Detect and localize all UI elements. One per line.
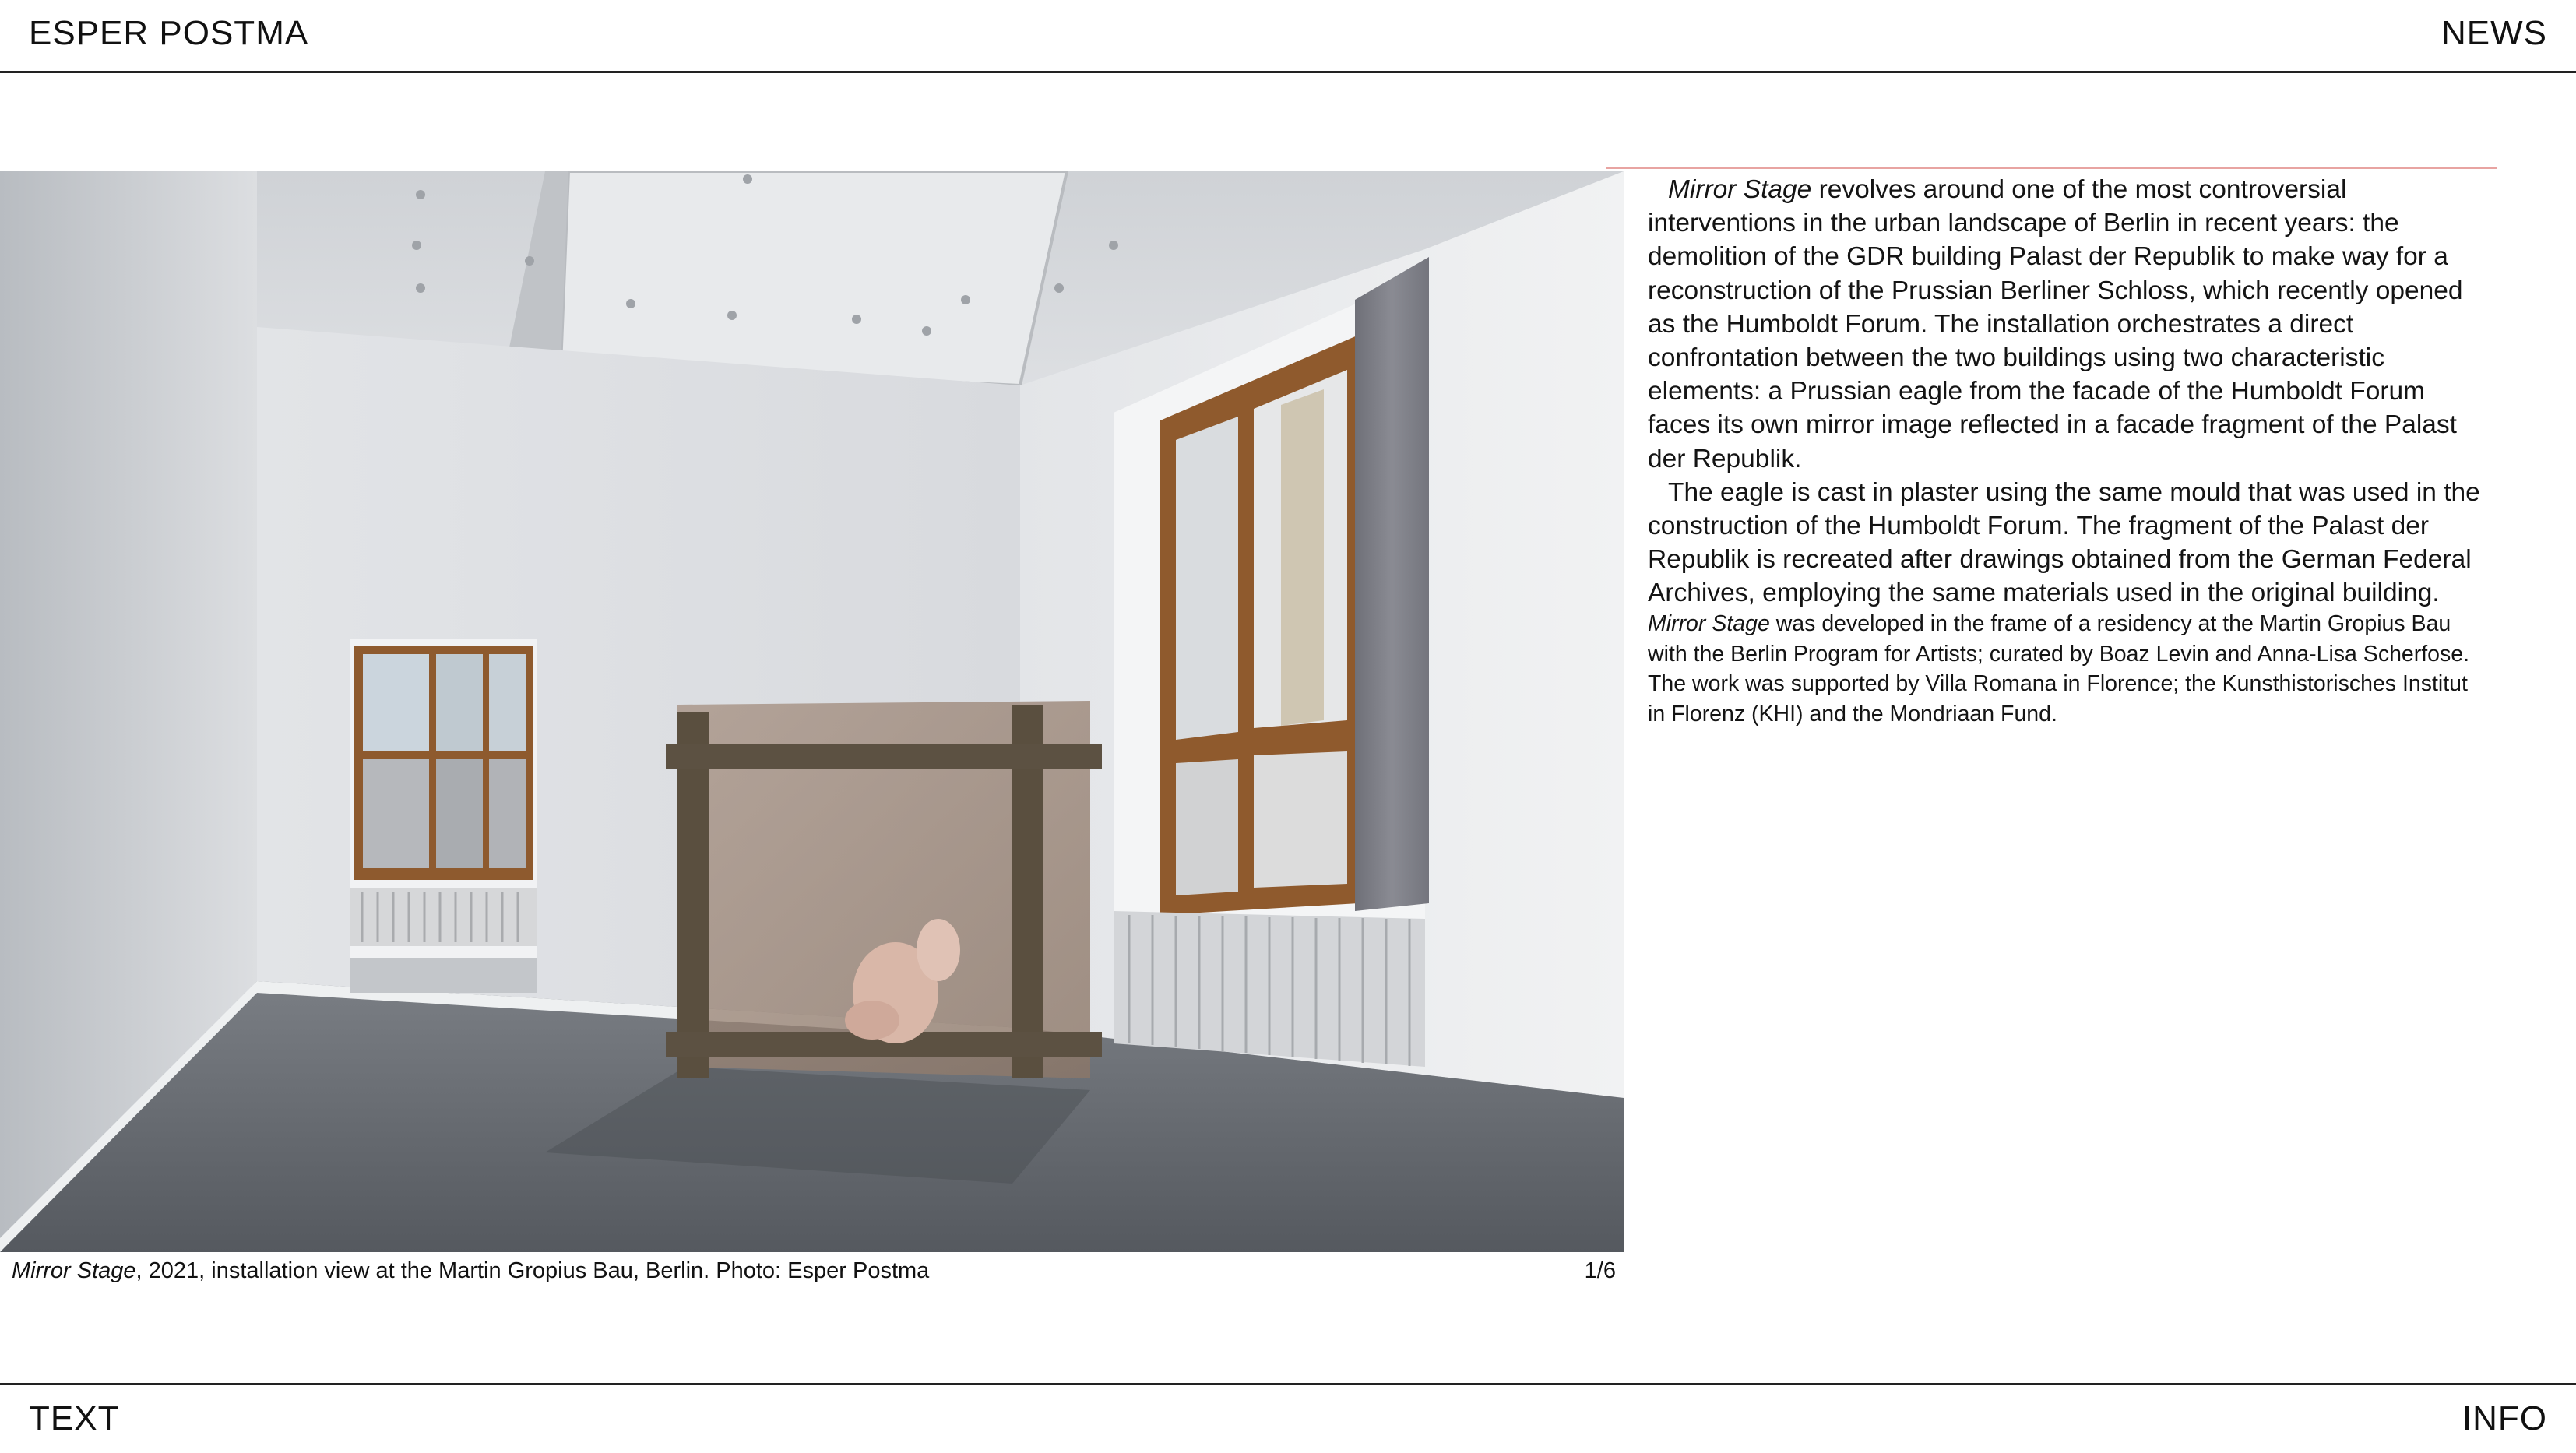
photo-illustration xyxy=(0,171,1624,1252)
nav-text-link[interactable]: TEXT xyxy=(29,1399,120,1437)
description-text xyxy=(1648,173,2481,610)
credits-work-title: Mirror Stage xyxy=(1648,611,1770,636)
nav-news-link[interactable]: NEWS xyxy=(2441,14,2547,52)
paragraph-1-text: revolves around one of the most controversial interventions in the urban landscape of Berlin in recent years: the demolition of the GDR building Palast der Republik to make way for a reconstruction of the Prussian Berliner Schloss, which recently opened as the Humboldt Forum. The installation orchestrates a direct confrontation between the two buildings using two characteristic elements: a Prussian eagle from the facade of the Humboldt Forum faces its own mirror image reflected in a facade fragment of the Palast der Republik. xyxy=(1648,175,2463,473)
header-bar xyxy=(0,0,2576,73)
caption-title: Mirror Stage xyxy=(12,1258,136,1283)
footer-bar xyxy=(0,1383,2576,1453)
description-paragraph-2: The eagle is cast in plaster using the same mould that was used in the construction of the Humboldt Forum. The fragment of the Palast der Republik is recreated after drawings obtained from the German Federal Archives, employing the same materials used in the original building. xyxy=(1648,477,2480,608)
accent-divider xyxy=(1606,167,2497,169)
credits-text xyxy=(1648,609,2485,729)
work-title: Mirror Stage xyxy=(1668,175,1812,204)
description-paragraph-1 xyxy=(1648,173,2481,476)
caption-text: , 2021, installation view at the Martin Gropius Bau, Berlin. Photo: Esper Postma xyxy=(135,1258,930,1283)
nav-info-link[interactable]: INFO xyxy=(2462,1399,2547,1437)
photo-caption xyxy=(12,1258,1616,1289)
image-counter: 1/6 xyxy=(1584,1258,1616,1283)
site-title-link[interactable]: ESPER POSTMA xyxy=(29,14,309,52)
installation-photo[interactable] xyxy=(0,171,1624,1252)
credits-body: was developed in the frame of a residency at the Martin Gropius Bau with the Berlin Program for Artists; curated by Boaz Levin and Anna-Lisa Scherfose. The work was supported by Villa Romana in Florence; the Kunsthistorisches Institut in Florenz (KHI) and the Mondriaan Fund. xyxy=(1648,611,2470,726)
